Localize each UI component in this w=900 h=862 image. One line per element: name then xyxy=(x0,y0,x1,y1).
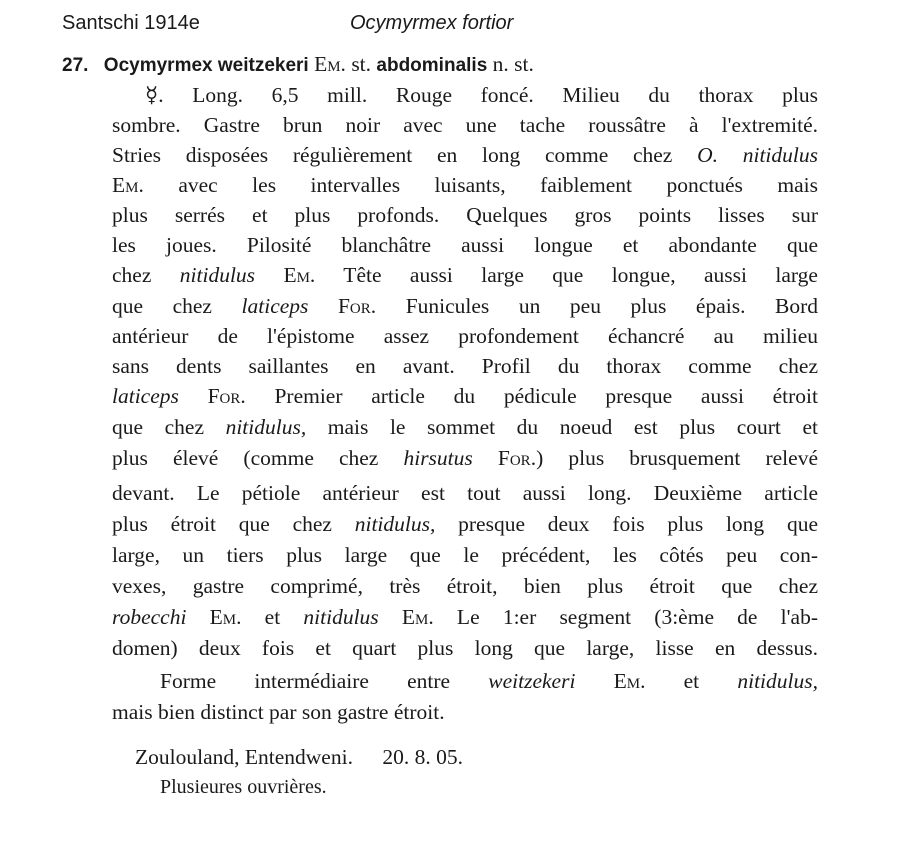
text-line: Em. avec les intervalles luisants, faiblement ponctués mais xyxy=(112,173,818,197)
text-line: vexes, gastre comprimé, très étroit, bien plus étroit que chez xyxy=(112,574,818,598)
material-line: Plusieures ouvrières. xyxy=(160,776,327,798)
rank: st. xyxy=(351,52,372,76)
text-line: sans dents saillantes en avant. Profil du thorax comme chez xyxy=(112,354,818,378)
author: Em. xyxy=(314,52,346,76)
text-line: devant. Le pétiole antérieur est tout aussi long. Deuxième article xyxy=(112,481,818,505)
text-line: que chez nitidulus, mais le sommet du noeud est plus court et xyxy=(112,415,818,439)
entry-heading xyxy=(62,52,534,77)
text-line: domen) deux fois et quart plus long que large, lisse en dessus. xyxy=(112,636,818,660)
text-line: plus étroit que chez nitidulus, presque deux fois plus long que xyxy=(112,512,818,536)
text-line: large, un tiers plus large que le précédent, les côtés peu con- xyxy=(112,543,818,567)
worker-symbol: ☿ xyxy=(145,83,159,107)
text-line: Forme intermédiaire entre weitzekeri Em. et nitidulus, xyxy=(160,669,818,693)
subspecies-name: abdominalis xyxy=(376,55,488,76)
text-line: laticeps For. Premier article du pédicule presque aussi étroit xyxy=(112,384,818,408)
text-line: plus élevé (comme chez hirsutus For.) plus brusquement relevé xyxy=(112,446,818,470)
status: n. st. xyxy=(492,52,534,76)
text-line: sombre. Gastre brun noir avec une tache roussâtre à l'extremité. xyxy=(112,113,818,137)
header-taxon: Ocymyrmex fortior xyxy=(350,12,514,34)
species-name: Ocymyrmex weitzekeri xyxy=(103,55,309,76)
locality-place: Zoulouland, Entendweni. xyxy=(135,745,353,769)
text-line: plus serrés et plus profonds. Quelques gros points lisses sur xyxy=(112,203,818,227)
text-line: les joues. Pilosité blanchâtre aussi longue et abondante que xyxy=(112,233,818,257)
collection-date: 20. 8. 05. xyxy=(382,745,463,769)
text-line: ☿. Long. 6,5 mill. Rouge foncé. Milieu du thorax plus xyxy=(145,83,818,107)
entry-number: 27. xyxy=(62,55,89,76)
text-line: antérieur de l'épistome assez profondement échancré au milieu xyxy=(112,324,818,348)
text-line: Stries disposées régulièrement en long comme chez O. nitidulus xyxy=(112,143,818,167)
text-line: mais bien distinct par son gastre étroit. xyxy=(112,700,445,724)
text-line: chez nitidulus Em. Tête aussi large que longue, aussi large xyxy=(112,263,818,287)
header-citation: Santschi 1914e xyxy=(62,12,200,34)
locality-line xyxy=(135,745,463,770)
text-line: que chez laticeps For. Funicules un peu plus épais. Bord xyxy=(112,294,819,318)
text-line: robecchi Em. et nitidulus Em. Le 1:er segment (3:ème de l'ab- xyxy=(112,605,818,629)
